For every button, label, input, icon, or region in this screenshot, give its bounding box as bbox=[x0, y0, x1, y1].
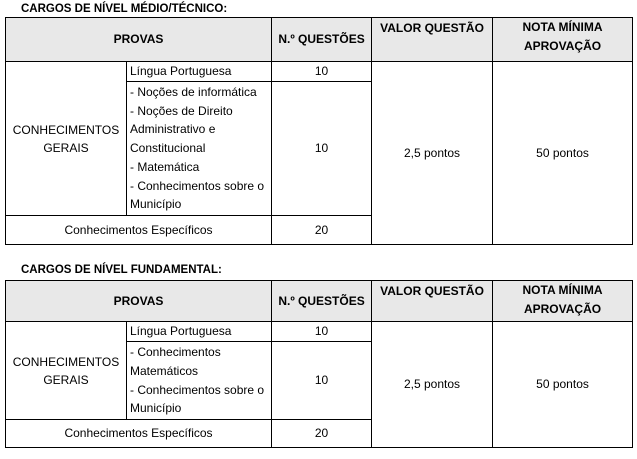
table-fundamental bbox=[5, 280, 633, 448]
header-questoes: N.º QUESTÕES bbox=[272, 281, 372, 322]
header-valor-questao: VALOR QUESTÃO bbox=[372, 18, 493, 62]
questions-count: 10 bbox=[272, 62, 372, 82]
subject-lingua-portuguesa: Língua Portuguesa bbox=[127, 62, 272, 82]
header-questoes: N.º QUESTÕES bbox=[272, 18, 372, 62]
section-title-medio: CARGOS DE NÍVEL MÉDIO/TÉCNICO: bbox=[21, 3, 228, 15]
valor-questao-value: 2,5 pontos bbox=[372, 62, 493, 245]
questions-count: 20 bbox=[272, 420, 372, 448]
questions-count: 10 bbox=[272, 82, 372, 216]
header-nota-minima: NOTA MÍNIMA APROVAÇÃO bbox=[493, 281, 633, 322]
specific-knowledge-label: Conhecimentos Específicos bbox=[6, 216, 272, 245]
specific-knowledge-label: Conhecimentos Específicos bbox=[6, 420, 272, 448]
header-provas: PROVAS bbox=[6, 281, 272, 322]
valor-questao-value: 2,5 pontos bbox=[372, 322, 493, 448]
subject-lingua-portuguesa: Língua Portuguesa bbox=[127, 322, 272, 342]
group-label-conhecimentos-gerais: CONHECIMENTOS GERAIS bbox=[6, 322, 127, 420]
subject-list: - Noções de informática - Noções de Direito Administrativo e Constitucional - Matemática - Conhecimentos sobre o Município bbox=[127, 82, 272, 216]
header-valor-questao: VALOR QUESTÃO bbox=[372, 281, 493, 322]
questions-count: 20 bbox=[272, 216, 372, 245]
nota-minima-value: 50 pontos bbox=[493, 322, 633, 448]
questions-count: 10 bbox=[272, 322, 372, 342]
header-nota-minima: NOTA MÍNIMA APROVAÇÃO bbox=[493, 18, 633, 62]
subject-list: - Conhecimentos Matemáticos - Conhecimentos sobre o Município bbox=[127, 342, 272, 420]
header-provas: PROVAS bbox=[6, 18, 272, 62]
questions-count: 10 bbox=[272, 342, 372, 420]
section-title-fundamental: CARGOS DE NÍVEL FUNDAMENTAL: bbox=[21, 264, 222, 276]
nota-minima-value: 50 pontos bbox=[493, 62, 633, 245]
table-medio bbox=[5, 17, 633, 245]
group-label-conhecimentos-gerais: CONHECIMENTOS GERAIS bbox=[6, 62, 127, 216]
